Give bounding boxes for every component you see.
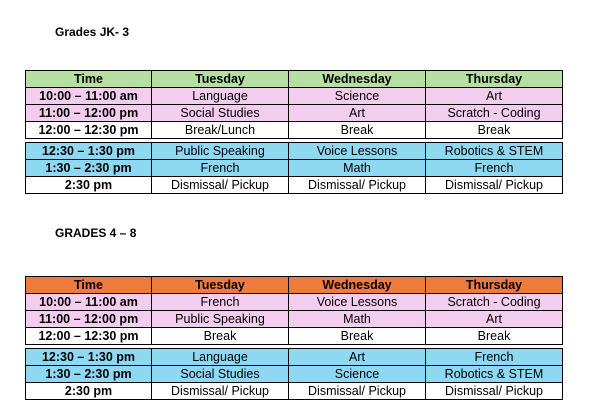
table-row xyxy=(26,311,563,328)
thursday-cell: Break xyxy=(426,328,563,345)
thursday-cell: Break xyxy=(426,122,563,139)
thursday-cell: Art xyxy=(426,311,563,328)
column-header-time: Time xyxy=(26,71,152,88)
tuesday-cell: Social Studies xyxy=(152,105,289,122)
time-cell: 2:30 pm xyxy=(26,177,152,194)
time-cell: 12:00 – 12:30 pm xyxy=(26,328,152,345)
time-cell: 1:30 – 2:30 pm xyxy=(26,366,152,383)
column-header-tuesday: Tuesday xyxy=(152,277,289,294)
schedule-table-jk-3 xyxy=(25,70,563,194)
wednesday-cell: Break xyxy=(289,328,426,345)
time-cell: 10:00 – 11:00 am xyxy=(26,88,152,105)
tuesday-cell: French xyxy=(152,294,289,311)
wednesday-cell: Break xyxy=(289,122,426,139)
table-row xyxy=(26,105,563,122)
table-row xyxy=(26,366,563,383)
thursday-cell: French xyxy=(426,160,563,177)
wednesday-cell: Dismissal/ Pickup xyxy=(289,177,426,194)
wednesday-cell: Voice Lessons xyxy=(289,143,426,160)
tuesday-cell: Language xyxy=(152,88,289,105)
thursday-cell: Robotics & STEM xyxy=(426,143,563,160)
column-header-tuesday: Tuesday xyxy=(152,71,289,88)
thursday-cell: French xyxy=(426,349,563,366)
schedule-heading-4-8: GRADES 4 – 8 xyxy=(55,226,137,240)
thursday-cell: Art xyxy=(426,88,563,105)
thursday-cell: Scratch - Coding xyxy=(426,105,563,122)
wednesday-cell: Science xyxy=(289,366,426,383)
tuesday-cell: Break xyxy=(152,328,289,345)
tuesday-cell: Break/Lunch xyxy=(152,122,289,139)
thursday-cell: Scratch - Coding xyxy=(426,294,563,311)
time-cell: 11:00 – 12:00 pm xyxy=(26,311,152,328)
time-cell: 2:30 pm xyxy=(26,383,152,400)
table-row xyxy=(26,294,563,311)
wednesday-cell: Math xyxy=(289,160,426,177)
table-row xyxy=(26,88,563,105)
table-row xyxy=(26,328,563,345)
time-cell: 1:30 – 2:30 pm xyxy=(26,160,152,177)
column-header-thursday: Thursday xyxy=(426,277,563,294)
column-header-time: Time xyxy=(26,277,152,294)
tuesday-cell: French xyxy=(152,160,289,177)
table-row xyxy=(26,349,563,366)
table-row xyxy=(26,177,563,194)
table-row xyxy=(26,160,563,177)
column-header-thursday: Thursday xyxy=(426,71,563,88)
table-row xyxy=(26,383,563,400)
thursday-cell: Dismissal/ Pickup xyxy=(426,177,563,194)
wednesday-cell: Science xyxy=(289,88,426,105)
tuesday-cell: Social Studies xyxy=(152,366,289,383)
tuesday-cell: Dismissal/ Pickup xyxy=(152,383,289,400)
time-cell: 12:30 – 1:30 pm xyxy=(26,349,152,366)
wednesday-cell: Math xyxy=(289,311,426,328)
column-header-wednesday: Wednesday xyxy=(289,71,426,88)
time-cell: 10:00 – 11:00 am xyxy=(26,294,152,311)
schedule-heading-jk-3: Grades JK- 3 xyxy=(55,25,130,39)
schedule-table-4-8 xyxy=(25,276,563,400)
wednesday-cell: Art xyxy=(289,349,426,366)
wednesday-cell: Voice Lessons xyxy=(289,294,426,311)
table-header-row xyxy=(26,277,563,294)
thursday-cell: Dismissal/ Pickup xyxy=(426,383,563,400)
tuesday-cell: Public Speaking xyxy=(152,311,289,328)
time-cell: 12:30 – 1:30 pm xyxy=(26,143,152,160)
table-row xyxy=(26,122,563,139)
wednesday-cell: Dismissal/ Pickup xyxy=(289,383,426,400)
thursday-cell: Robotics & STEM xyxy=(426,366,563,383)
tuesday-cell: Dismissal/ Pickup xyxy=(152,177,289,194)
table-row xyxy=(26,143,563,160)
time-cell: 12:00 – 12:30 pm xyxy=(26,122,152,139)
column-header-wednesday: Wednesday xyxy=(289,277,426,294)
wednesday-cell: Art xyxy=(289,105,426,122)
tuesday-cell: Public Speaking xyxy=(152,143,289,160)
table-header-row xyxy=(26,71,563,88)
tuesday-cell: Language xyxy=(152,349,289,366)
time-cell: 11:00 – 12:00 pm xyxy=(26,105,152,122)
